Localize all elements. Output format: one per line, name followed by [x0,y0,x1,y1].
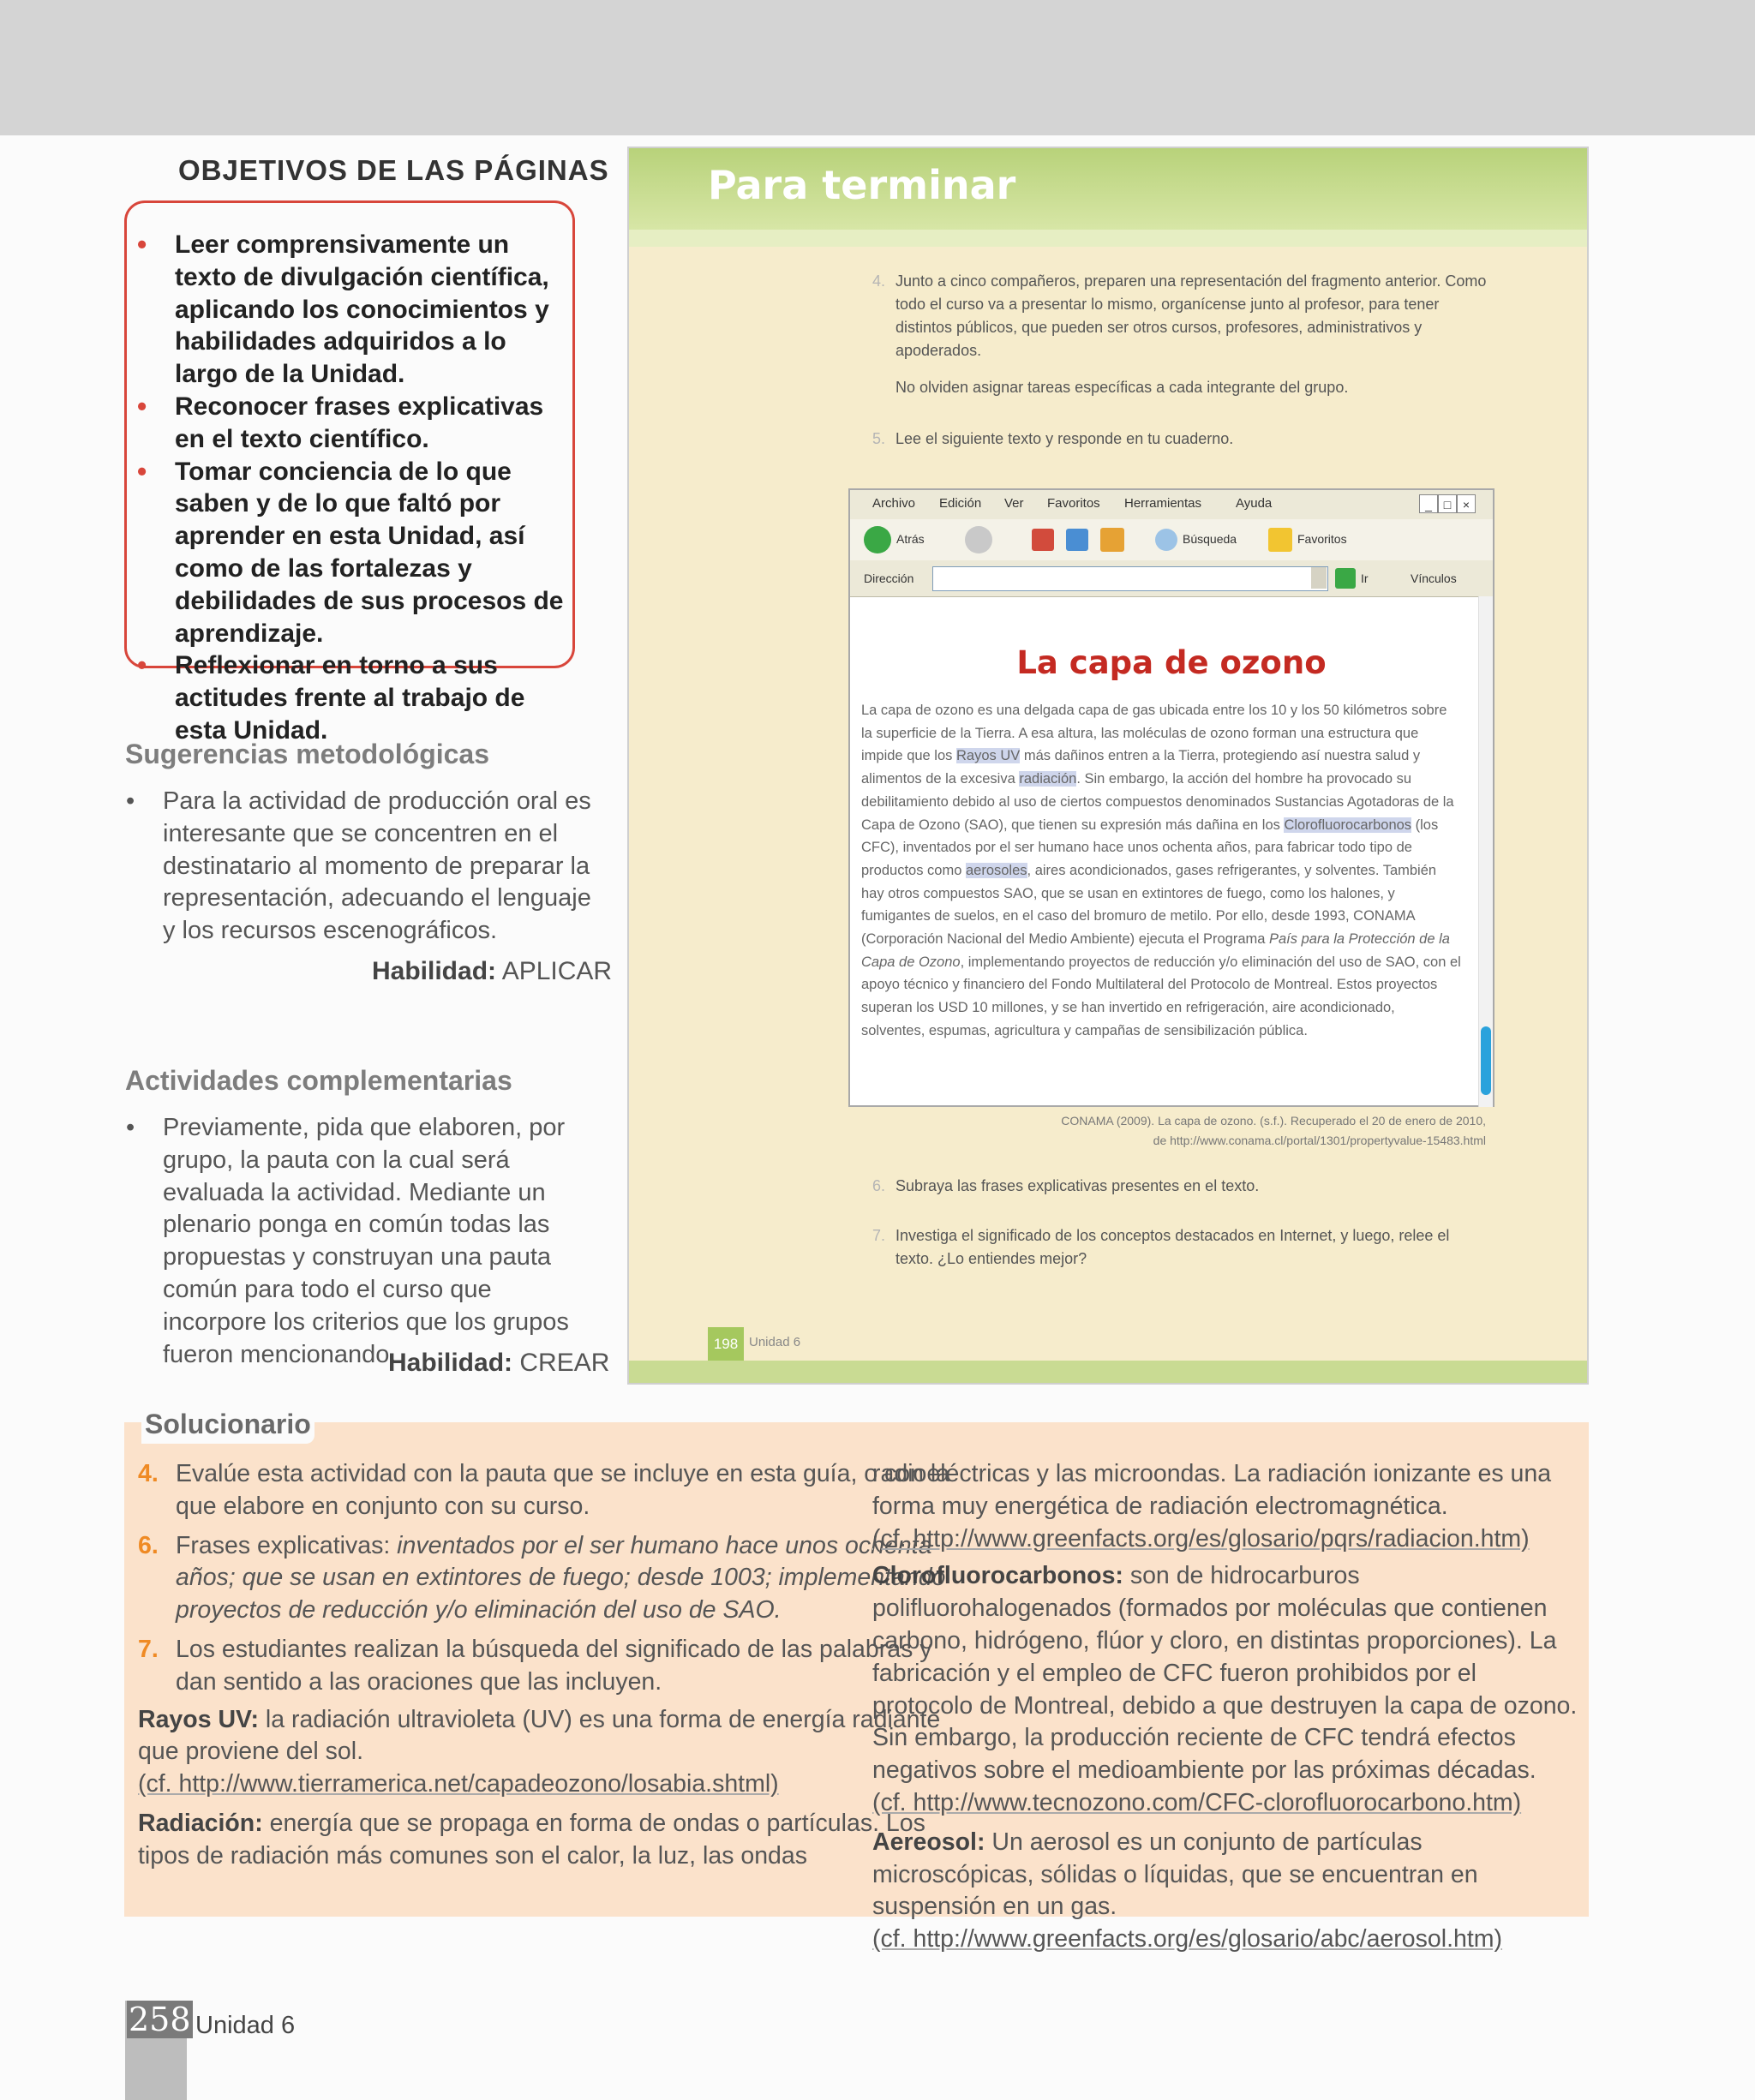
solution-item-7 [138,1634,961,1699]
definition-text: radioeléctricas y las microondas. La radiación ionizante es una forma muy energética de radiación electromagnética. [872,1460,1552,1520]
scrollbar-thumb[interactable] [1481,1026,1491,1095]
scrollbar[interactable] [1478,596,1493,1107]
definition-text: son de hidrocarburos polifluorohalogenados (formados por moléculas que contienen carbono, hidrógeno, flúor y cloro, en distintas proporciones). La fabricación y el empleo de CFC fueron prohibidos por el protocolo de Montreal, debido a que destruyen la capa de ozono. Sin embargo, la producción reciente de CFC tendrá efectos negativos sobre el medioambiente por las próximas décadas. [872,1562,1578,1785]
definition-aerosol [872,1827,1584,1956]
student-item-6 [872,1175,1487,1198]
solution-number: 7. [138,1635,159,1663]
student-page-image [627,147,1589,1385]
highlighted-term: aerosoles [965,862,1027,878]
article-text: (los CFC), inventados por el ser humano hace unos ochenta años, para fabricar todo tipo de productos como [861,817,1439,878]
definition-term: Rayos UV: [138,1705,259,1733]
maximize-icon[interactable]: □ [1438,494,1457,513]
browser-window [848,488,1494,1107]
skill-label: Habilidad: [388,1349,513,1377]
menu-herramientas[interactable]: Herramientas [1124,496,1202,511]
article-text: , implementando proyectos de reducción y/o eliminación del uso de SAO, con el apoyo técnico y financiero del Fondo Multilateral del Protocolo de Montreal. Estos proyectos superan los USD 10 millones, y se han invertido en refrigeración, aire acondicionado, solventes, espumas, agricultura y campañas de sensibilización pública. [861,954,1461,1038]
sugerencias-list [163,786,591,948]
solution-item-6 [138,1530,961,1627]
citation-line: CONAMA (2009). La capa de ozono. (s.f.). Recuperado el 20 de enero de 2010, [1061,1114,1486,1128]
definition-term: Clorofluorocarbonos: [872,1562,1123,1590]
item-number: 5. [872,430,886,447]
definition-cfc [872,1560,1584,1819]
page-number-block [125,2001,191,2100]
item-number: 6. [872,1177,886,1194]
definition-text: la radiación ultravioleta (UV) es una forma de energía radiante que proviene del sol. [138,1705,941,1766]
highlighted-term: Rayos UV [955,748,1021,764]
solucionario-heading: Solucionario [141,1407,314,1444]
solution-lead: Frases explicativas: [176,1531,398,1559]
student-page-number: 198 [708,1327,744,1361]
go-label[interactable]: Ir [1361,571,1369,585]
page-number: 258 [129,2001,191,2038]
item-text: Junto a cinco compañeros, preparen una representación del fragmento anterior. Como todo el curso va a presentar lo mismo, organícense junto al profesor, para tener distintos públicos, que pueden ser otros cursos, profesores, administrativos y apoderados. [895,272,1487,359]
article-text: La capa de ozono es una delgada capa de gas ubicada entre los 10 y los 50 kilómetros sobre la superficie de la Tierra. A esa altura, las moléculas de ozono forman una estructura que impide que los [861,703,1447,764]
objective-item: • Leer comprensivamente un texto de divulgación científica, aplicando los conocimientos y habilidades adquiridos a lo largo de la Unidad. [175,229,569,391]
solution-number: 4. [138,1460,159,1487]
favorites-star-icon[interactable] [1268,528,1292,552]
objectives-box [124,200,575,745]
actividades-skill [388,1349,609,1378]
item-number: 4. [872,272,886,290]
student-item-4-note: No olviden asignar tareas específicas a cada integrante del grupo. [895,379,1349,396]
sugerencias-skill [372,957,612,986]
solution-text: Los estudiantes realizan la búsqueda del significado de las palabras y dan sentido a las oraciones que las incluyen. [176,1635,932,1696]
definition-text: Un aerosol es un conjunto de partículas microscópicas, sólidas o líquidas, que se encuentran en suspensión en un gas. [872,1828,1478,1921]
article-text: País para la Protección de la Capa de Ozono [861,931,1450,970]
solution-number: 6. [138,1531,159,1559]
actividades-list [163,1112,591,1371]
highlighted-term: Clorofluorocarbonos [1284,817,1412,833]
menu-edicion[interactable]: Edición [939,496,982,511]
definition-link[interactable]: (cf. http://www.tierramerica.net/capadeozono/losabia.shtml) [138,1770,779,1798]
objective-item: • Reflexionar en torno a sus actitudes frente al trabajo de esta Unidad. [175,649,569,746]
item-text: Subraya las frases explicativas presentes en el texto. [895,1177,1260,1194]
stop-icon[interactable] [1032,529,1054,551]
back-label[interactable]: Atrás [896,532,925,546]
address-dropdown-icon[interactable] [1311,567,1327,589]
sugerencias-heading: Sugerencias metodológicas [125,739,490,769]
objective-item: • Reconocer frases explicativas en el texto científico. [175,391,569,456]
student-item-7 [872,1224,1487,1271]
browser-menubar [850,490,1493,520]
objectives-title: OBJETIVOS DE LAS PÁGINAS [178,154,609,186]
address-label: Dirección [864,571,914,585]
definition-link[interactable]: (cf. http://www.greenfacts.org/es/glosario/abc/aerosol.htm) [872,1925,1502,1953]
menu-ver[interactable]: Ver [1004,496,1024,511]
definition-radiacion-cont [872,1458,1584,1555]
browser-address-bar [850,560,1493,597]
top-gray-band [0,0,1755,135]
skill-value: APLICAR [501,957,613,985]
definition-link[interactable]: (cf. http://www.tecnozono.com/CFC-clorofluorocarbono.htm) [872,1788,1522,1816]
address-input[interactable] [932,566,1328,591]
menu-archivo[interactable]: Archivo [872,496,916,511]
solucionario-box [124,1409,1589,1953]
definition-term: Aereosol: [872,1828,985,1856]
menu-ayuda[interactable]: Ayuda [1236,496,1273,511]
footer-unit: Unidad 6 [195,2012,296,2039]
solucionario-right-column [872,1458,1584,1956]
article-body [861,699,1461,1043]
student-page-bottom-band [629,1361,1587,1383]
home-icon[interactable] [1100,528,1124,552]
actividades-item: • Previamente, pida que elaboren, por grupo, la pauta con la cual será evaluada la actividad. Mediante un plenario ponga en común todas las propuestas y construyan una pauta común para todo el curso que incorpore los criterios que los grupos fueron mencionando. [163,1112,591,1371]
student-page-title: Para terminar [708,162,1016,208]
favorites-label[interactable]: Favoritos [1297,532,1347,546]
skill-label: Habilidad: [372,957,497,985]
article-title: La capa de ozono [1016,644,1327,681]
citation-line: de http://www.conama.cl/portal/1301/propertyvalue-15483.html [1153,1134,1486,1147]
solution-text: inventados por el ser humano hace unos ochenta años; que se usan en extintores de fuego; desde 1003; implementando proyectos de reducción y/o eliminación del uso de SAO. [176,1531,946,1624]
article-citation [1006,1111,1486,1151]
article-text: , aires acondicionados, gases refrigerantes, y solventes. También hay otros compuestos SAO, que se usan en extintores de fuego, como los halones, y fumigantes de suelos, en el caso del bromuro de metilo. Por ello, desde 1993, CONAMA (Corporación Nacional del Medio Ambiente) ejecuta el Programa [861,862,1437,948]
actividades-heading: Actividades complementarias [125,1065,512,1096]
objectives-list [175,229,569,747]
definition-text: energía que se propaga en forma de ondas o partículas. Los tipos de radiación más comunes son el calor, la luz, las ondas [138,1809,925,1870]
student-item-5 [872,428,1487,451]
article-text: . Sin embargo, la acción del hombre ha provocado su debilitamiento debido al uso de ciertos compuestos denominados Sustancias Agotadoras de la Capa de Ozono (SAO), que tienen su expresión más dañina en los [861,771,1454,833]
sugerencias-item: • Para la actividad de producción oral es interesante que se concentren en el destinatario al momento de preparar la representación, adecuando el lenguaje y los recursos escenográficos. [163,786,591,948]
definition-radiacion [138,1808,961,1873]
skill-value: CREAR [519,1349,610,1377]
student-page-header-band [629,230,1587,247]
browser-toolbar [850,519,1493,561]
definition-link[interactable]: (cf. http://www.greenfacts.org/es/glosario/pqrs/radiacion.htm) [872,1524,1530,1553]
links-label[interactable]: Vínculos [1411,571,1457,585]
search-icon[interactable] [1155,529,1177,551]
go-arrow-icon[interactable] [1335,568,1356,589]
item-number: 7. [872,1227,886,1244]
highlighted-term: radiación [1019,771,1077,787]
student-page-unit: Unidad 6 [749,1335,801,1349]
back-arrow-icon[interactable] [864,526,891,553]
close-icon[interactable]: × [1457,494,1476,513]
item-text: Investiga el significado de los conceptos destacados en Internet, y luego, relee el texto. ¿Lo entiendes mejor? [895,1227,1450,1267]
definition-term: Radiación: [138,1809,263,1837]
minimize-icon[interactable]: _ [1419,494,1438,513]
solution-text: Evalúe esta actividad con la pauta que se incluye en esta guía, o con la que elabore en conjunto con su curso. [176,1460,950,1520]
student-item-4 [872,270,1487,362]
solution-item-4 [138,1458,961,1523]
article-text: más dañinos entren a la Tierra, protegiendo así nuestra salud y alimentos de la excesiva [861,748,1421,787]
definition-rayos-uv [138,1704,961,1801]
objective-item: • Tomar conciencia de lo que saben y de lo que faltó por aprender en esta Unidad, así como de las fortalezas y debilidades de sus procesos de aprendizaje. [175,456,569,650]
solucionario-left-column [138,1458,961,1873]
forward-arrow-icon[interactable] [965,526,992,553]
item-text: Lee el siguiente texto y responde en tu cuaderno. [895,430,1234,447]
search-label[interactable]: Búsqueda [1183,532,1237,546]
refresh-icon[interactable] [1066,529,1088,551]
menu-favoritos[interactable]: Favoritos [1047,496,1100,511]
